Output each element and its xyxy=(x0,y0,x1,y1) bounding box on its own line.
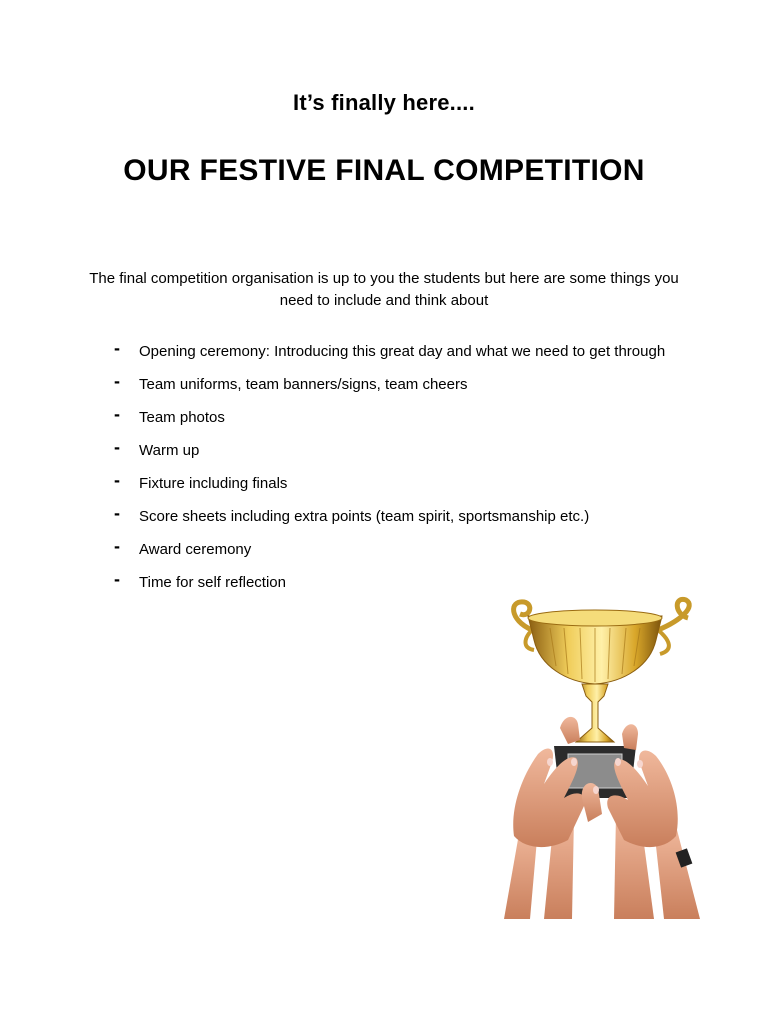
dash-marker: - xyxy=(114,503,120,523)
dash-marker: - xyxy=(114,437,120,457)
list-item xyxy=(112,439,682,462)
trophy-held-by-hands-icon xyxy=(464,578,730,919)
list-item xyxy=(112,340,682,363)
list-item-text: Time for self reflection xyxy=(139,574,286,591)
list-item-text: Opening ceremony: Introducing this great day and what we need to get through xyxy=(139,343,666,360)
list-item xyxy=(112,472,682,495)
list-item xyxy=(112,538,682,561)
page-title: OUR FESTIVE FINAL COMPETITION xyxy=(123,154,645,187)
list-item-text: Award ceremony xyxy=(139,541,252,558)
list-item xyxy=(112,373,682,396)
list-item-text: Score sheets including extra points (team spirit, sportsmanship etc.) xyxy=(139,508,590,525)
list-item-text: Warm up xyxy=(139,442,200,459)
dash-marker: - xyxy=(114,470,120,490)
list-item-text: Fixture including finals xyxy=(139,475,288,492)
dash-marker: - xyxy=(114,371,120,391)
dash-marker: - xyxy=(114,536,120,556)
list-item xyxy=(112,505,682,528)
list-item xyxy=(112,406,682,429)
list-item-text: Team photos xyxy=(139,409,225,426)
page-subtitle: It’s finally here.... xyxy=(293,90,475,115)
dash-marker: - xyxy=(114,338,120,358)
checklist xyxy=(112,340,682,604)
dash-marker: - xyxy=(114,569,120,589)
intro-paragraph: The final competition organisation is up to you the students but here are some things you need to include and think about xyxy=(89,270,679,309)
list-item-text: Team uniforms, team banners/signs, team cheers xyxy=(139,376,468,393)
dash-marker: - xyxy=(114,404,120,424)
